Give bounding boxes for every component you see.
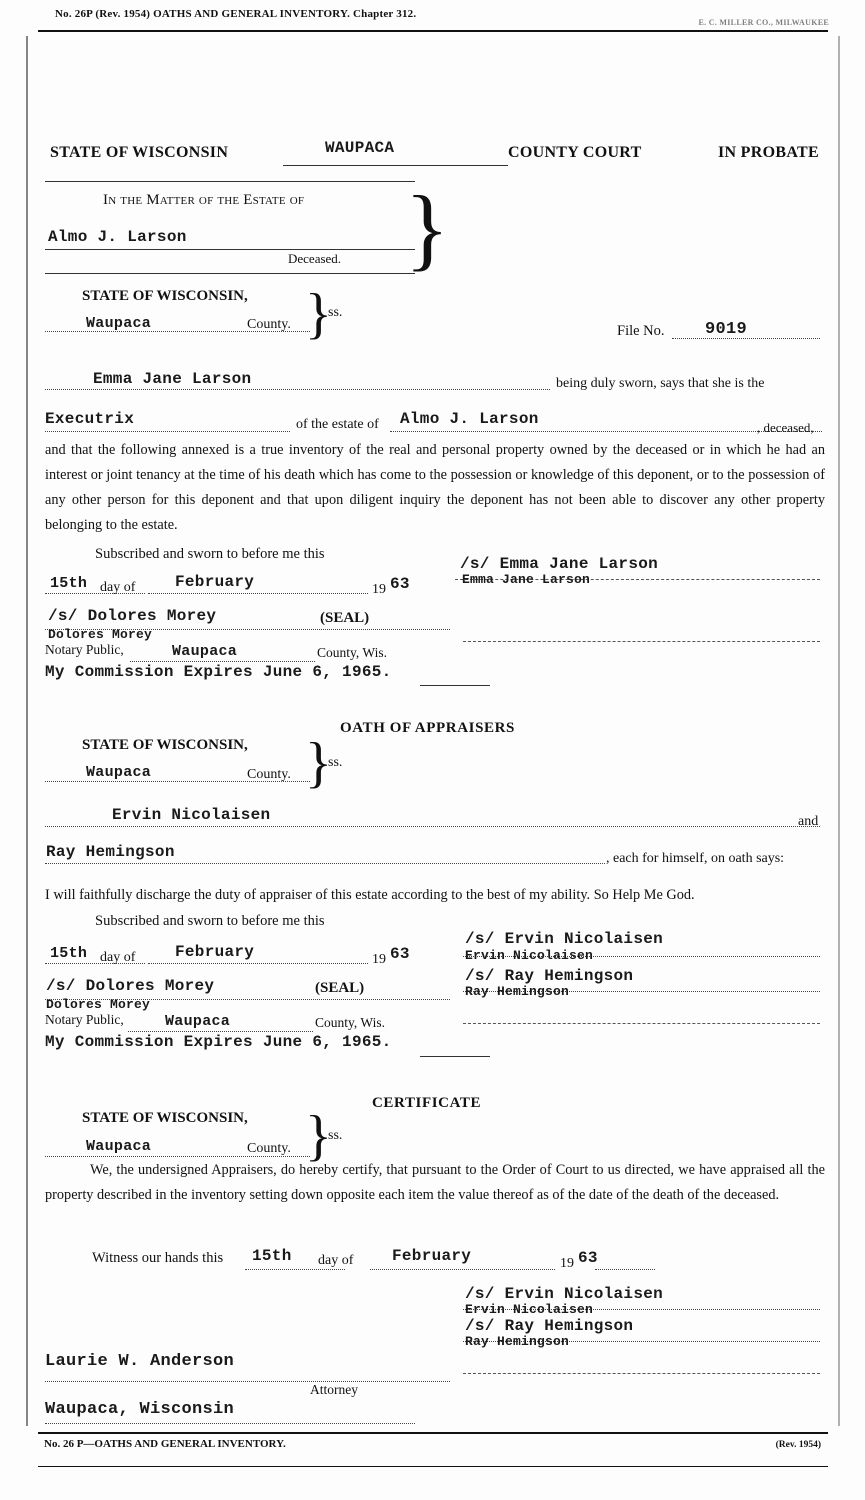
deceased-label: Deceased. xyxy=(288,251,342,266)
year-value-2: 63 xyxy=(390,945,410,963)
cert-appraiser2-typed: Ray Hemingson xyxy=(465,1334,570,1349)
capacity-blank xyxy=(45,430,290,432)
matter-label: In the Matter of the Estate of xyxy=(103,192,305,208)
appraiser1-signature-typed: Ervin Nicolaisen xyxy=(465,948,594,963)
sworn-text: being duly sworn, says that she is the xyxy=(556,376,765,391)
footer-rule-bottom xyxy=(38,1466,828,1467)
form-footer-left: No. 26 P—OATHS AND GENERAL INVENTORY. xyxy=(44,1438,286,1450)
attorney-city-blank xyxy=(45,1422,415,1424)
notary-county-blank-2 xyxy=(128,1030,313,1032)
notary-county-2: Waupaca xyxy=(165,1013,231,1030)
commission-underline-2 xyxy=(420,1055,490,1057)
form-header-left: No. 26P (Rev. 1954) OATHS AND GENERAL INVENTORY. Chapter 312. xyxy=(55,8,417,20)
header-rule xyxy=(38,30,828,32)
year-prefix-2: 19 xyxy=(372,952,386,967)
appraiser2-signature: /s/ Ray Hemingson xyxy=(465,967,634,985)
file-no-label: File No. xyxy=(617,323,665,339)
venue2-county-value: Waupaca xyxy=(86,764,152,781)
each-for-himself-text: , each for himself, on oath says: xyxy=(606,851,785,866)
commission-expires-1: My Commission Expires June 6, 1965. xyxy=(45,663,392,681)
venue3-brace: } xyxy=(305,1105,332,1167)
venue3-state: STATE OF WISCONSIN, xyxy=(82,1110,248,1126)
certificate-heading: CERTIFICATE xyxy=(372,1095,482,1111)
venue2-ss: ss. xyxy=(328,755,343,770)
notary-county-blank-1 xyxy=(130,660,315,662)
matter-box-mid xyxy=(45,248,415,250)
venue2-county-label: County. xyxy=(247,767,291,782)
commission-expires-2: My Commission Expires June 6, 1965. xyxy=(45,1033,392,1051)
in-probate-label: IN PROBATE xyxy=(718,144,819,161)
state-of-wisconsin-title: STATE OF WISCONSIN xyxy=(50,144,229,161)
form-footer-right: (Rev. 1954) xyxy=(775,1440,821,1450)
affiant-blank xyxy=(45,388,550,390)
venue1-county-label: County. xyxy=(247,317,291,332)
notary-signature-2: /s/ Dolores Morey xyxy=(46,977,215,995)
venue3-county-value: Waupaca xyxy=(86,1138,152,1155)
of-estate-label: of the estate of xyxy=(296,417,379,432)
venue2-brace: } xyxy=(305,732,332,794)
notary-typed-2: Dolores Morey xyxy=(46,997,151,1012)
footer-rule-top xyxy=(38,1432,828,1434)
cert-appraiser1-typed: Ervin Nicolaisen xyxy=(465,1302,594,1317)
estate-of-value: Almo J. Larson xyxy=(400,410,539,428)
affiant-signature-typed: Emma Jane Larson xyxy=(462,572,591,587)
day-label-3: day of xyxy=(318,1253,354,1268)
year-blank-3 xyxy=(595,1268,655,1270)
attorney-name: Laurie W. Anderson xyxy=(45,1352,235,1371)
notary-typed-1: Dolores Morey xyxy=(48,627,153,642)
page-edge-left xyxy=(26,36,28,1426)
page-edge-right xyxy=(838,36,840,1426)
certificate-body-paragraph: We, the undersigned Appraisers, do hereby certify, that pursuant to the Order of Court to us directed, we have appraised all the property described in the inventory setting down opposite each item the value thereof as of the date of the death of the deceased. xyxy=(45,1162,825,1203)
notary-public-label-1: Notary Public, xyxy=(45,642,124,657)
day-value-2: 15th xyxy=(50,945,88,962)
venue1-county-value: Waupaca xyxy=(86,315,152,332)
appraiser1-name: Ervin Nicolaisen xyxy=(112,806,271,824)
notary-county-1: Waupaca xyxy=(172,643,238,660)
cert-appraiser2-signature: /s/ Ray Hemingson xyxy=(465,1317,634,1335)
day-label-2: day of xyxy=(100,950,136,965)
affiant-signature: /s/ Emma Jane Larson xyxy=(460,555,659,573)
matter-box-top xyxy=(45,180,415,182)
venue1-brace: } xyxy=(305,283,332,345)
decedent-name: Almo J. Larson xyxy=(48,228,187,246)
venue3-ss: ss. xyxy=(328,1128,343,1143)
commission-underline-1 xyxy=(420,684,490,686)
year-value-1: 63 xyxy=(390,575,410,593)
subscribed-label-2: Subscribed and sworn to before me this xyxy=(95,913,325,929)
witness-label: Witness our hands this xyxy=(92,1250,224,1266)
month-blank-1 xyxy=(148,592,368,594)
matter-box-bottom xyxy=(45,272,415,274)
attorney-blank xyxy=(45,1380,450,1382)
month-value-2: February xyxy=(175,943,255,961)
subscribed-label-1: Subscribed and sworn to before me this xyxy=(95,546,325,562)
oath-of-appraisers-heading: OATH OF APPRAISERS xyxy=(340,720,515,736)
signature-blank-1b xyxy=(463,640,820,642)
appraisers-and: and xyxy=(798,814,819,829)
appraiser-sig-blank-extra xyxy=(463,1022,820,1024)
venue3-county-label: County. xyxy=(247,1141,291,1156)
cert-sig-blank-extra xyxy=(463,1372,820,1374)
month-blank-2 xyxy=(148,962,368,964)
notary-signature-1: /s/ Dolores Morey xyxy=(48,607,217,625)
appraisers-body-paragraph: I will faithfully discharge the duty of appraiser of this estate according to the best of my ability. So Help Me God. xyxy=(45,887,695,903)
seal-label-1: (SEAL) xyxy=(320,610,370,626)
affiant-name: Emma Jane Larson xyxy=(93,370,252,388)
appraiser1-signature: /s/ Ervin Nicolaisen xyxy=(465,930,664,948)
printer-imprint: E. C. MILLER CO., MILWAUKEE xyxy=(698,18,829,27)
county-value: WAUPACA xyxy=(325,139,395,157)
appraiser2-signature-typed: Ray Hemingson xyxy=(465,984,570,999)
day-value-1: 15th xyxy=(50,575,88,592)
year-value-3: 63 xyxy=(578,1249,598,1267)
venue1-state: STATE OF WISCONSIN, xyxy=(82,288,248,304)
notary-county-label-2: County, Wis. xyxy=(315,1015,385,1030)
appraiser1-blank xyxy=(45,825,820,827)
notary-county-label-1: County, Wis. xyxy=(317,645,387,660)
venue2-state: STATE OF WISCONSIN, xyxy=(82,737,248,753)
appraiser2-blank xyxy=(45,862,605,864)
month-blank-3 xyxy=(370,1268,555,1270)
oath-body-paragraph: and that the following annexed is a true inventory of the real and personal property owned by the deceased or in which he had an interest or joint tenancy at the time of his death which has come to the possession or knowledge of this deponent, or to the possession of any other person for this deponent and that upon diligent inquiry the deponent has not been able to discover any other property belonging to the estate. xyxy=(45,442,825,533)
county-court-label: COUNTY COURT xyxy=(508,144,642,161)
day-value-3: 15th xyxy=(252,1247,292,1265)
day-label-1: day of xyxy=(100,580,136,595)
county-blank xyxy=(283,143,508,166)
seal-label-2: (SEAL) xyxy=(315,980,365,996)
capacity-value: Executrix xyxy=(45,410,135,428)
notary-public-label-2: Notary Public, xyxy=(45,1012,124,1027)
attorney-label: Attorney xyxy=(310,1382,358,1397)
month-value-3: February xyxy=(392,1247,472,1265)
venue1-ss: ss. xyxy=(328,305,343,320)
month-value-1: February xyxy=(175,573,255,591)
deceased-suffix: , deceased, xyxy=(757,420,814,435)
matter-brace: } xyxy=(405,177,450,279)
year-prefix-1: 19 xyxy=(372,582,386,597)
file-no-value: 9019 xyxy=(705,320,748,339)
appraiser2-name: Ray Hemingson xyxy=(46,843,175,861)
year-prefix-3: 19 xyxy=(560,1256,574,1271)
cert-appraiser1-signature: /s/ Ervin Nicolaisen xyxy=(465,1285,664,1303)
attorney-city: Waupaca, Wisconsin xyxy=(45,1400,235,1419)
